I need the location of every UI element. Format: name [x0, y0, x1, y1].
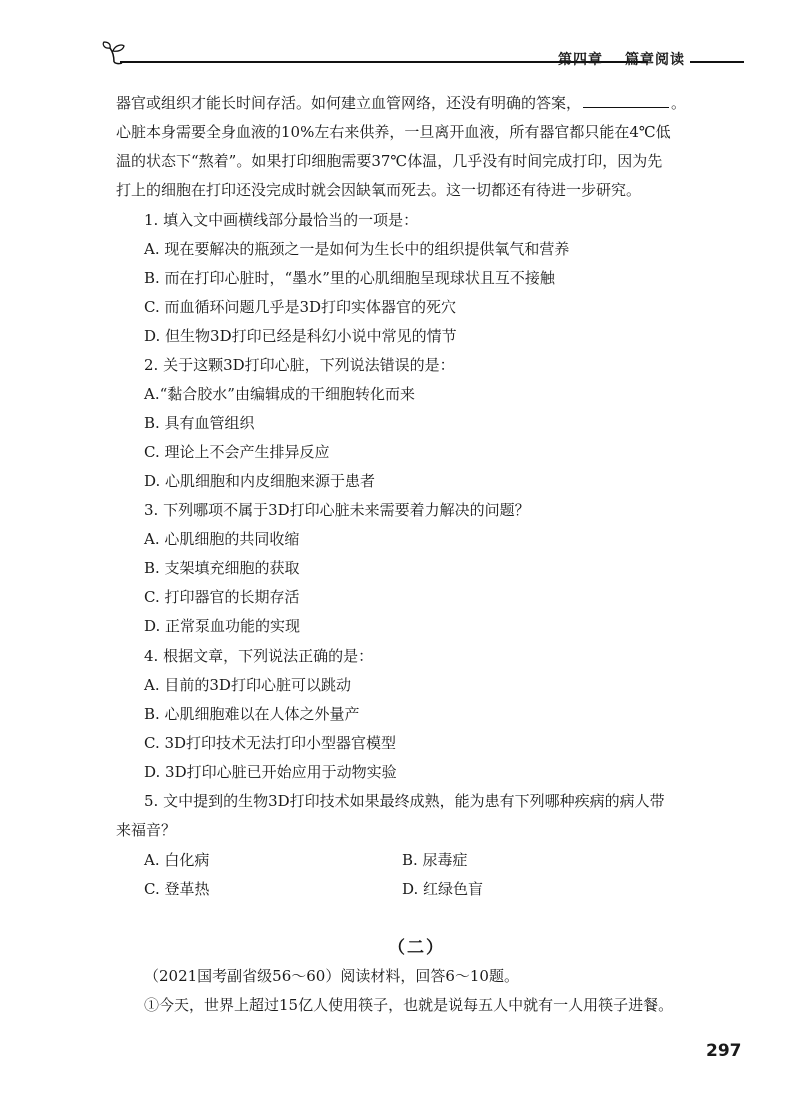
passage-period: 。: [671, 94, 687, 112]
question-5-stem-line-1: 5. 文中提到的生物3D打印技术如果最终成熟，能为患有下列哪种疾病的病人带: [144, 792, 665, 810]
question-5-option-a: A. 白化病: [144, 851, 210, 869]
question-3-option-d: D. 正常泵血功能的实现: [144, 617, 301, 635]
passage-line-1: [116, 92, 686, 113]
question-2-stem: 2. 关于这颗3D打印心脏，下列说法错误的是：: [144, 356, 455, 374]
question-1-option-c: C. 而血循环问题几乎是3D打印实体器官的死穴: [144, 298, 457, 316]
section-2-title: （二）: [388, 938, 445, 958]
question-4-option-d: D. 3D打印心脏已开始应用于动物实验: [144, 763, 397, 781]
question-5-option-b: B. 尿毒症: [402, 851, 468, 869]
question-2-option-b: B. 具有血管组织: [144, 414, 255, 432]
question-5-option-d: D. 红绿色盲: [402, 880, 484, 898]
answer-blank: [583, 95, 669, 108]
question-1-stem: 1. 填入文中画横线部分最恰当的一项是：: [144, 211, 419, 229]
question-3-option-b: B. 支架填充细胞的获取: [144, 559, 300, 577]
passage-line-4: 打上的细胞在打印还没完成时就会因缺氧而死去。这一切都还有待进一步研究。: [116, 181, 642, 199]
question-4-option-b: B. 心肌细胞难以在人体之外量产: [144, 705, 360, 723]
question-2-option-d: D. 心肌细胞和内皮细胞来源于患者: [144, 472, 376, 490]
passage-line-3: 温的状态下“熬着”。如果打印细胞需要37℃体温，几乎没有时间完成打印，因为先: [116, 152, 663, 170]
section-2-first-paragraph: ①今天，世界上超过15亿人使用筷子，也就是说每五人中就有一人用筷子进餐。: [144, 996, 674, 1014]
question-4-stem: 4. 根据文章，下列说法正确的是：: [144, 647, 374, 665]
question-1-option-a: A. 现在要解决的瓶颈之一是如何为生长中的组织提供氧气和营养: [144, 240, 570, 258]
header-rule-mid: [120, 61, 550, 63]
question-1-option-d: D. 但生物3D打印已经是科幻小说中常见的情节: [144, 327, 457, 345]
section-2-intro: （2021国考副省级56～60）阅读材料，回答6～10题。: [144, 967, 519, 985]
page-number: 297: [706, 1041, 742, 1061]
question-4-option-c: C. 3D打印技术无法打印小型器官模型: [144, 734, 397, 752]
passage-line-2: 心脏本身需要全身血液的10%左右来供养，一旦离开血液，所有器官都只能在4℃低: [116, 123, 671, 141]
question-4-option-a: A. 目前的3D打印心脏可以跳动: [144, 676, 351, 694]
question-3-stem: 3. 下列哪项不属于3D打印心脏未来需要着力解决的问题？: [144, 501, 530, 519]
question-1-option-b: B. 而在打印心脏时，“墨水”里的心肌细胞呈现球状且互不接触: [144, 269, 555, 287]
chapter-label: 第四章: [558, 52, 603, 68]
question-2-option-c: C. 理论上不会产生排异反应: [144, 443, 330, 461]
question-2-option-a: A.“黏合胶水”由编辑成的干细胞转化而来: [144, 385, 415, 403]
section-label: 篇章阅读: [625, 52, 685, 68]
header-rule-right: [690, 61, 744, 63]
question-3-option-a: A. 心肌细胞的共同收缩: [144, 530, 300, 548]
passage-text: 器官或组织才能长时间存活。如何建立血管网络，还没有明确的答案，: [116, 94, 582, 112]
question-5-option-c: C. 登革热: [144, 880, 210, 898]
question-5-stem-line-2: 来福音？: [116, 821, 177, 839]
question-3-option-c: C. 打印器官的长期存活: [144, 588, 300, 606]
